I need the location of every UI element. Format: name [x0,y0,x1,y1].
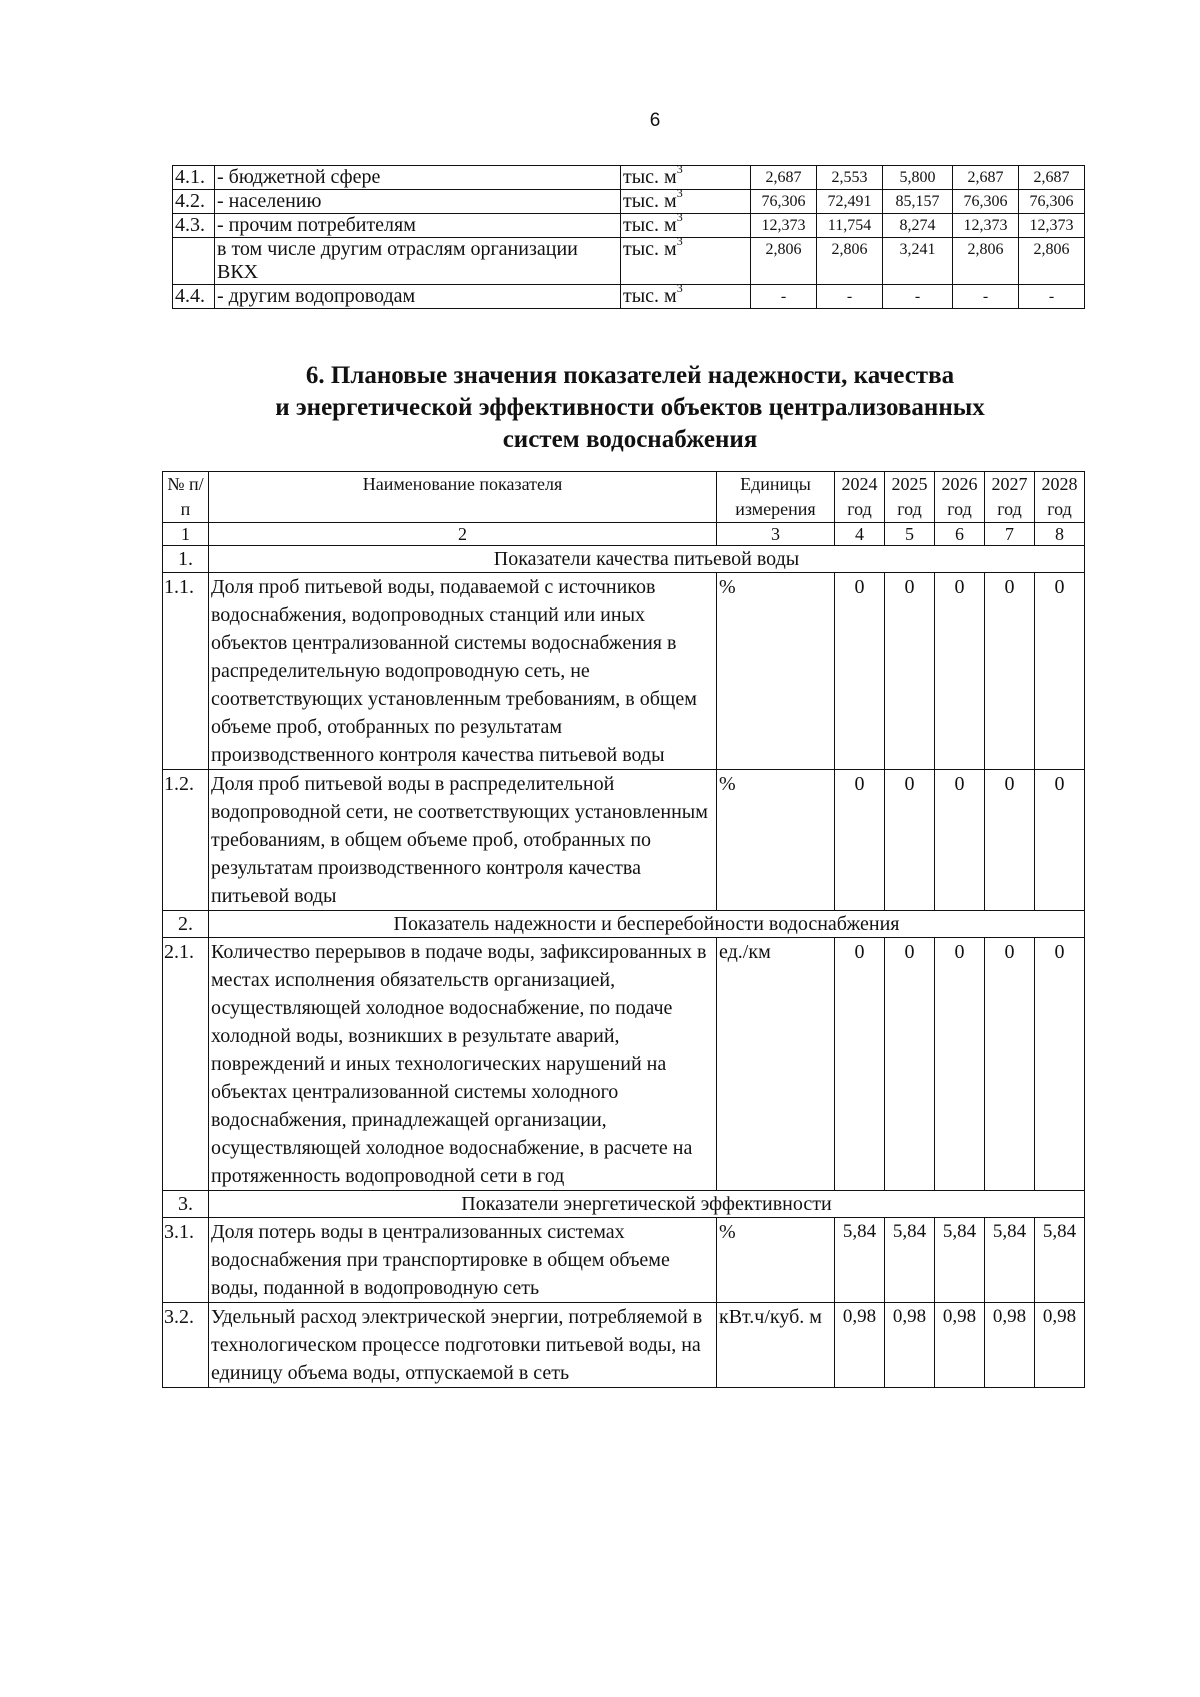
column-index: 6 [935,523,985,546]
indicators-table [162,471,1085,1388]
row-unit [621,162,751,190]
value-cell: 0,98 [935,1303,985,1388]
unit-text: тыс. м [623,166,677,188]
value-cell: 5,84 [985,1218,1035,1303]
indicator-unit: кВт.ч/куб. м [717,1303,835,1388]
value-cell: 0 [835,770,885,911]
indicator-unit: % [717,573,835,770]
row-number: 3.1. [163,1218,209,1303]
indicator-unit: % [717,1218,835,1303]
value-cell: 3,241 [883,238,953,285]
value-cell: 0 [835,938,885,1191]
unit-text: тыс. м [623,285,677,307]
column-index: 4 [835,523,885,546]
row-name: - прочим потребителям [215,214,621,238]
section-heading: Показатель надежности и бесперебойности водоснабжения [209,911,1085,938]
value-cell: 0 [935,573,985,770]
unit-exponent: 3 [676,186,683,201]
row-number: 4.2. [173,190,215,214]
table-row [163,573,1085,770]
value-cell: 2,806 [1019,238,1085,285]
value-cell: 0 [885,770,935,911]
unit-text: тыс. м [623,190,677,212]
header-num: № п/п [163,472,209,523]
indicator-unit: % [717,770,835,911]
value-cell: 0 [1035,573,1085,770]
section-row [163,911,1085,938]
indicator-name: Доля проб питьевой воды в распределительной водопроводной сети, не соответствующих установленным требованиям, в общем объеме проб, отобранных по результатам производственного контроля качества питьевой воды [209,770,717,911]
value-cell: 0 [885,573,935,770]
row-unit [621,186,751,214]
column-index: 7 [985,523,1035,546]
unit-exponent: 3 [676,210,683,225]
value-cell: 0 [935,770,985,911]
table-header-row [163,472,1085,523]
row-unit [621,234,751,285]
value-cell: 0 [985,770,1035,911]
row-unit [621,210,751,238]
value-cell: 2,553 [817,166,883,190]
value-cell: 12,373 [953,214,1019,238]
indicator-name: Количество перерывов в подаче воды, зафиксированных в местах исполнения обязательств организацией, осуществляющей холодное водоснабжение, по подаче холодной воды, возникших в результате аварий, повреждений и иных технологических нарушений на объектах централизованной системы холодного водоснабжения, принадлежащей организации, осуществляющей холодное водоснабжение, в расчете на протяженность водопроводной сети в год [209,938,717,1191]
table-row [173,238,1085,285]
indicator-unit: ед./км [717,938,835,1191]
row-name: - населению [215,190,621,214]
value-cell: - [953,285,1019,309]
header-year: 2027 год [985,472,1035,523]
column-index-row [163,523,1085,546]
value-cell: 0 [1035,938,1085,1191]
column-index: 2 [209,523,717,546]
value-cell: - [751,285,817,309]
indicator-name: Удельный расход электрической энергии, потребляемой в технологическом процессе подготовки питьевой воды, на единицу объема воды, отпускаемой в сеть [209,1303,717,1388]
row-number: 4.3. [173,214,215,238]
row-name: в том числе другим отраслям организации ВКХ [215,238,621,285]
value-cell: 0 [935,938,985,1191]
value-cell: 76,306 [751,190,817,214]
row-name: - бюджетной сфере [215,166,621,190]
row-name: - другим водопроводам [215,285,621,309]
section-row [163,546,1085,573]
value-cell: - [817,285,883,309]
value-cell: 2,687 [1019,166,1085,190]
unit-exponent: 3 [676,162,683,177]
page-number: 6 [649,110,661,131]
value-cell: 76,306 [1019,190,1085,214]
row-number: 4.1. [173,166,215,190]
row-number [173,238,215,285]
indicator-name: Доля проб питьевой воды, подаваемой с источников водоснабжения, водопроводных станций или иных объектов централизованной системы водоснабжения в распределительную водопроводную сеть, не соответствующих установленным требованиям, в общем объеме проб, отобранных по результатам производственного контроля качества питьевой воды [209,573,717,770]
column-index: 3 [717,523,835,546]
value-cell: 2,687 [751,166,817,190]
value-cell: 0 [835,573,885,770]
unit-text: тыс. м [623,214,677,236]
section-number: 1. [163,546,209,573]
row-unit [621,281,751,309]
column-index: 1 [163,523,209,546]
value-cell: 2,806 [751,238,817,285]
value-cell: 0,98 [985,1303,1035,1388]
value-cell: 11,754 [817,214,883,238]
value-cell: 0,98 [1035,1303,1085,1388]
consumption-table [172,162,1085,309]
value-cell: - [1019,285,1085,309]
value-cell: 12,373 [1019,214,1085,238]
value-cell: 2,687 [953,166,1019,190]
unit-exponent: 3 [676,281,683,296]
value-cell: 0,98 [885,1303,935,1388]
value-cell: 5,800 [883,166,953,190]
value-cell: 5,84 [885,1218,935,1303]
header-year: 2025 год [885,472,935,523]
table-row [163,938,1085,1191]
column-index: 8 [1035,523,1085,546]
section-title-line: и энергетической эффективности объектов централизованных [275,394,985,421]
section-title-line: 6. Плановые значения показателей надежности, качества [305,362,955,389]
section-title [170,360,1090,456]
header-year: 2026 год [935,472,985,523]
table-row [163,770,1085,911]
table-row [173,214,1085,238]
value-cell: 0 [1035,770,1085,911]
header-name: Наименование показателя [209,472,717,523]
section-title-line: систем водоснабжения [502,426,758,453]
value-cell: 5,84 [935,1218,985,1303]
header-year: 2024 год [835,472,885,523]
value-cell: 12,373 [751,214,817,238]
column-index: 5 [885,523,935,546]
row-number: 3.2. [163,1303,209,1388]
value-cell: 76,306 [953,190,1019,214]
section-heading: Показатели энергетической эффективности [209,1191,1085,1218]
table-row [163,1303,1085,1388]
row-number: 1.1. [163,573,209,770]
value-cell: 2,806 [953,238,1019,285]
value-cell: 5,84 [1035,1218,1085,1303]
section-heading: Показатели качества питьевой воды [209,546,1085,573]
value-cell: 0 [985,938,1035,1191]
value-cell: 85,157 [883,190,953,214]
value-cell: 0 [885,938,935,1191]
value-cell: 5,84 [835,1218,885,1303]
value-cell: 2,806 [817,238,883,285]
table-row [163,1218,1085,1303]
indicator-name: Доля потерь воды в централизованных системах водоснабжения при транспортировке в общем объеме воды, поданной в водопроводную сеть [209,1218,717,1303]
section-row [163,1191,1085,1218]
row-number: 1.2. [163,770,209,911]
header-year: 2028 год [1035,472,1085,523]
table-row [173,285,1085,309]
value-cell: 72,491 [817,190,883,214]
value-cell: 0,98 [835,1303,885,1388]
table-row [173,190,1085,214]
value-cell: 8,274 [883,214,953,238]
header-unit: Единицы измерения [717,472,835,523]
table-row [173,166,1085,190]
row-number: 2.1. [163,938,209,1191]
value-cell: 0 [985,573,1035,770]
section-number: 2. [163,911,209,938]
unit-text: тыс. м [623,238,677,260]
unit-exponent: 3 [676,234,683,249]
value-cell: - [883,285,953,309]
row-number: 4.4. [173,285,215,309]
section-number: 3. [163,1191,209,1218]
